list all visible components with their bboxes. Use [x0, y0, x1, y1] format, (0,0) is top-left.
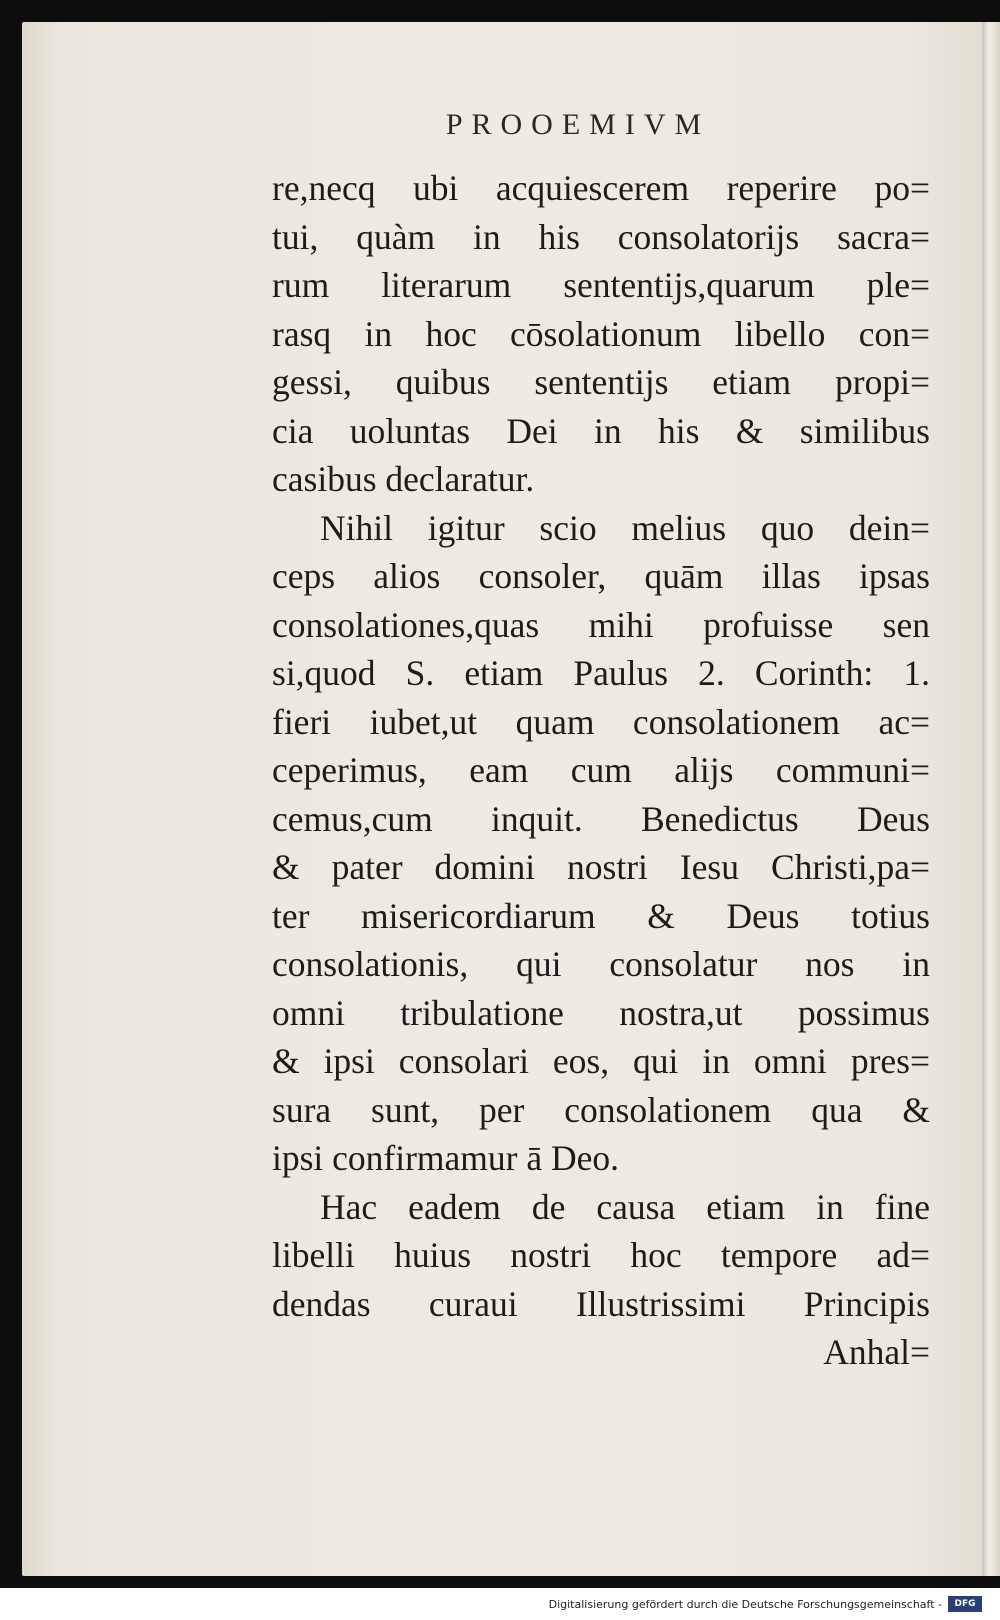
text-line: rum literarum sententijs,quarum ple= [272, 265, 930, 305]
text-line: gessi, quibus sententijs etiam propi= [272, 362, 930, 402]
text-line: rasq in hoc cōsolationum libello con= [272, 313, 930, 354]
page-edge [982, 22, 1000, 1576]
text-line: ter misericordiarum & Deus totius [272, 895, 930, 936]
text-line: casibus declaratur. [272, 459, 535, 499]
catchword: Anhal= [823, 1332, 930, 1372]
text-line: libelli huius nostri hoc tempore ad= [272, 1235, 930, 1275]
text-line: ceps alios consoler, quām illas ipsas [272, 556, 930, 596]
text-line: cemus,cum inquit. Benedictus Deus [272, 798, 930, 839]
text-line: Hac eadem de causa etiam in fine [320, 1186, 930, 1227]
footer-bar [0, 1592, 1000, 1620]
funding-note: Digitalisierung gefördert durch die Deutsche Forschungsgemeinschaft - [548, 1598, 942, 1611]
text-line: si,quod S. etiam Paulus 2. Corinth: 1. [272, 653, 930, 693]
text-line: tui, quàm in his consolatorijs sacra= [272, 216, 930, 257]
text-line: Nihil igitur scio melius quo dein= [320, 507, 930, 548]
text-line: cia uoluntas Dei in his & similibus [272, 410, 930, 451]
book-page [22, 22, 984, 1576]
text-line: sura sunt, per consolationem qua & [272, 1089, 930, 1130]
text-line: dendas curaui Illustrissimi Principis [272, 1283, 930, 1324]
dfg-logo: DFG [948, 1596, 982, 1612]
text-line: fieri iubet,ut quam consolationem ac= [272, 701, 930, 742]
text-line: ipsi confirmamur ā Deo. [272, 1138, 620, 1178]
running-header: PROOEMIVM [445, 108, 711, 141]
text-line: ceperimus, eam cum alijs communi= [272, 750, 930, 790]
body-text [272, 164, 930, 1377]
text-line: & pater domini nostri Iesu Christi,pa= [272, 847, 930, 887]
text-line: omni tribulatione nostra,ut possimus [272, 992, 930, 1033]
text-line: & ipsi consolari eos, qui in omni pres= [272, 1041, 930, 1081]
text-line: consolationis, qui consolatur nos in [272, 944, 930, 984]
text-line: consolationes,quas mihi profuisse sen [272, 604, 930, 645]
text-line: re,necq ubi acquiescerem reperire po= [272, 168, 930, 208]
